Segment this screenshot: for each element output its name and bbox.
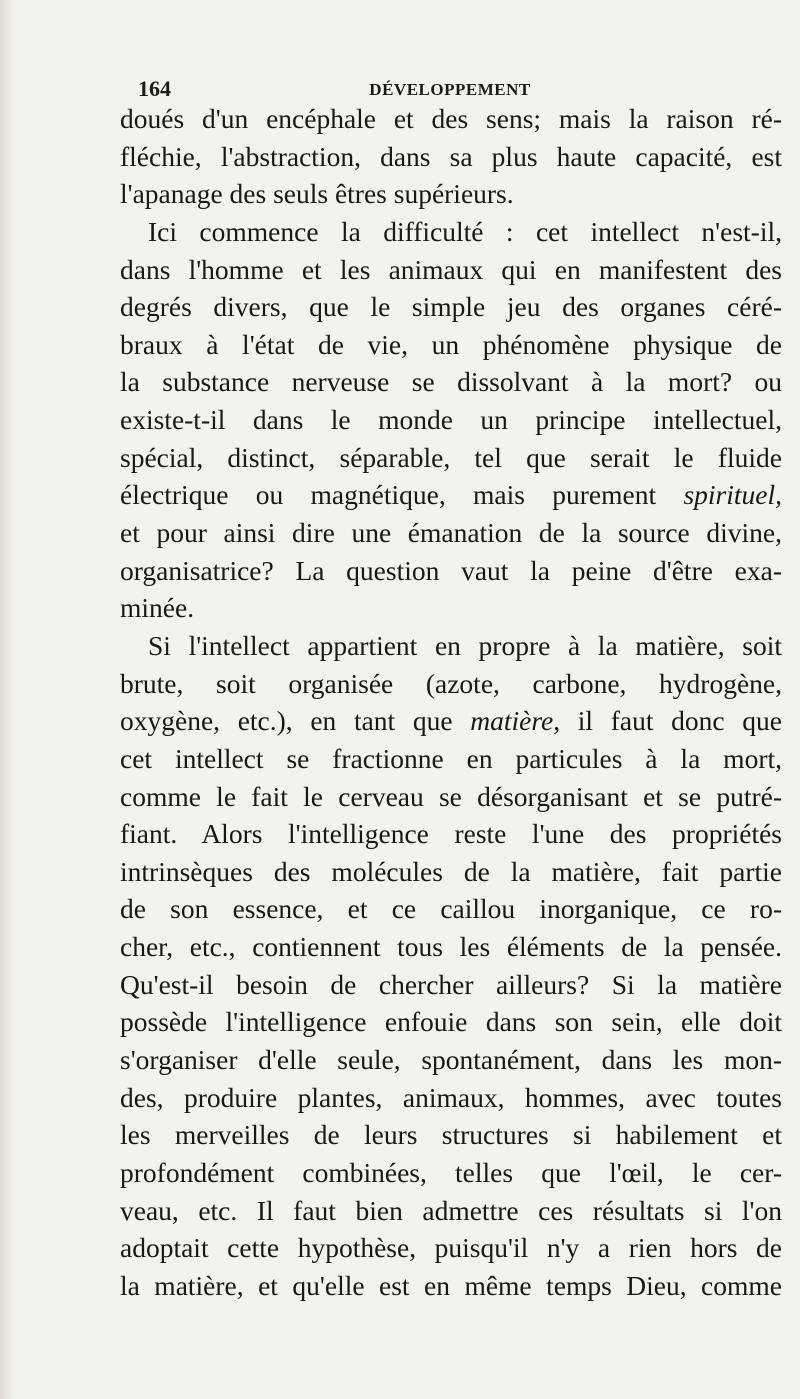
- text-line: Si l'intellect appartient en propre à la matière, soit: [148, 629, 782, 661]
- text-line: adoptait cette hypothèse, puisqu'il n'y a rien hors de: [120, 1232, 782, 1264]
- line-segment: oxygène, etc.), en tant que: [120, 705, 471, 737]
- text-line: veau, etc. Il faut bien admettre ces résultats si l'on: [120, 1194, 782, 1226]
- text-line: Qu'est-il besoin de chercher ailleurs? Si la matière: [120, 968, 782, 1000]
- text-line: comme le fait le cerveau se désorganisant et se putré-: [120, 780, 782, 812]
- text-line: fléchie, l'abstraction, dans sa plus haute capacité, est: [120, 140, 782, 172]
- text-line: possède l'intelligence enfouie dans son sein, elle doit: [120, 1006, 782, 1038]
- text-line: dans l'homme et les animaux qui en manifestent des: [120, 253, 782, 285]
- line-segment: , il faut donc que: [553, 705, 782, 737]
- text-line: et pour ainsi dire une émanation de la source divine,: [120, 517, 782, 549]
- body-text: [120, 100, 782, 1305]
- text-line: l'apanage des seuls êtres supérieurs.: [120, 178, 514, 210]
- italic-word: matière: [470, 705, 554, 737]
- text-line: braux à l'état de vie, un phénomène physique de: [120, 328, 782, 360]
- running-head: DÉVELOPPEMENT: [369, 80, 531, 99]
- text-line: profondément combinées, telles que l'œil, le cer-: [120, 1156, 782, 1188]
- text-line: la substance nerveuse se dissolvant à la mort? ou: [120, 366, 782, 398]
- text-line: organisatrice? La question vaut la peine d'être exa-: [120, 554, 782, 586]
- text-line: intrinsèques des molécules de la matière, fait partie: [120, 855, 782, 887]
- text-line: cher, etc., contiennent tous les éléments de la pensée.: [120, 931, 782, 963]
- text-line: Ici commence la difficulté : cet intellect n'est-il,: [148, 215, 782, 247]
- text-line: brute, soit organisée (azote, carbone, hydrogène,: [120, 667, 782, 699]
- text-line: des, produire plantes, animaux, hommes, avec toutes: [120, 1081, 782, 1113]
- text-line: doués d'un encéphale et des sens; mais la raison ré-: [120, 103, 782, 134]
- text-line: [120, 476, 782, 514]
- text-line: [120, 702, 782, 740]
- line-segment: électrique ou magnétique, mais purement: [120, 479, 684, 511]
- text-line: fiant. Alors l'intelligence reste l'une des propriétés: [120, 818, 782, 850]
- text-line: spécial, distinct, séparable, tel que serait le fluide: [120, 441, 782, 473]
- text-line: existe-t-il dans le monde un principe intellectuel,: [120, 404, 782, 436]
- page-number: 164: [138, 76, 171, 101]
- text-line: les merveilles de leurs structures si habilement et: [120, 1119, 782, 1151]
- text-line: cet intellect se fractionne en particules à la mort,: [120, 742, 782, 774]
- text-line: degrés divers, que le simple jeu des organes céré-: [120, 291, 782, 323]
- text-line: la matière, et qu'elle est en même temps Dieu, comme: [120, 1269, 782, 1301]
- text-line: de son essence, et ce caillou inorganique, ce ro-: [120, 893, 782, 925]
- text-line: minée.: [120, 592, 195, 624]
- italic-word: spirituel,: [683, 479, 782, 511]
- text-line: s'organiser d'elle seule, spontanément, dans les mon-: [120, 1044, 782, 1076]
